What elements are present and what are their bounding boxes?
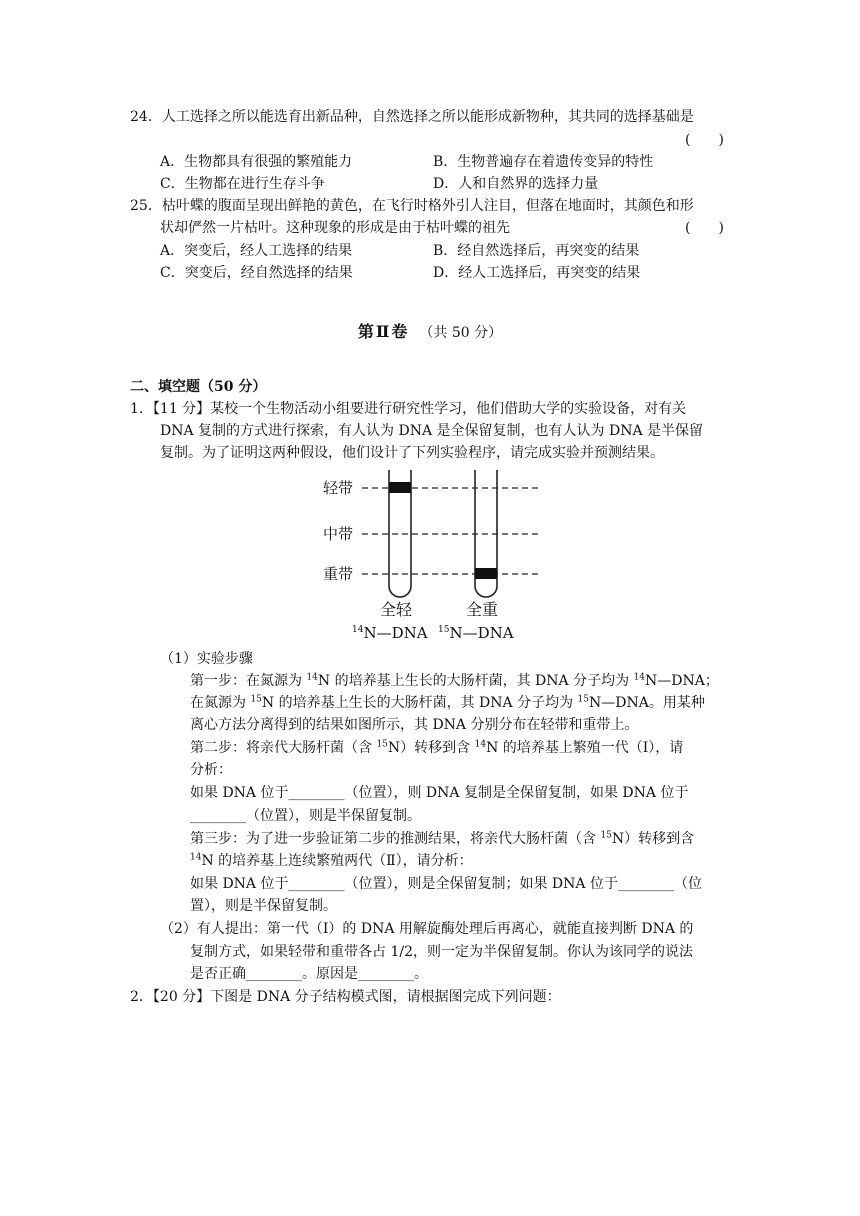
tube2-caption: 全重	[466, 600, 499, 619]
part2-question-line1: （2）有人提出：第一代（Ⅰ）的 DNA 用解旋酶处理后再离心，就能直接判断 DNA 的	[160, 921, 694, 937]
label-heavy-band: 重带	[323, 565, 354, 583]
tube-light-band	[389, 482, 411, 493]
section-title-sub: （共 50 分）	[419, 325, 503, 341]
tube-heavy-band	[475, 568, 497, 579]
step3-line2: $^{14}$N 的培养基上连续繁殖两代（Ⅱ），请分析：	[190, 852, 473, 869]
step2-line2: 分析：	[190, 762, 232, 778]
q24-stem: 24．人工选择之所以能选育出新品种，自然选择之所以能形成新物种，其共同的选择基础是	[130, 109, 694, 125]
section-title-main: 第Ⅱ卷	[357, 322, 410, 341]
step3-line3: 如果 DNA 位于________（位置），则是全保留复制；如果 DNA 位于________（位	[190, 876, 702, 892]
q25-stem-line1: 25．枯叶蝶的腹面呈现出鲜艳的黄色，在飞行时格外引人注目，但落在地面时，其颜色和形	[130, 198, 694, 214]
q1-line2: DNA 复制的方式进行探索，有人认为 DNA 是全保留复制，也有人认为 DNA 是半保留	[160, 423, 704, 439]
tube1-caption: 全轻	[380, 600, 413, 619]
part2-question-line3: 是否正确________。原因是________。	[190, 966, 428, 982]
q24-option-b: B．生物普遍存在着遗传变异的特性	[433, 154, 654, 170]
q24-answer-paren: ( )	[685, 132, 724, 148]
step1-line2: 在氮源为 $^{15}$N 的培养基上生长的大肠杆菌，其 DNA 分子均为 $^{15}$N—DNA。用某种	[190, 694, 705, 711]
q1-line3: 复制。为了证明这两种假设，他们设计了下列实验程序，请完成实验并预测结果。	[160, 445, 664, 461]
q25-option-d: D．经人工选择后，再突变的结果	[433, 265, 641, 281]
steps-title: （1）实验步骤	[160, 651, 253, 667]
step2-line4: ________（位置），则是半保留复制。	[190, 808, 421, 824]
step2-line1: 第二步：将亲代大肠杆菌（含 $^{15}$N）转移到含 $^{14}$N 的培养基上繁殖一代（Ⅰ），请	[190, 739, 684, 756]
q25-answer-paren: ( )	[685, 220, 724, 236]
step1-line1: 第一步：在氮源为 $^{14}$N 的培养基上生长的大肠杆菌，其 DNA 分子均为 $^{14}$N—DNA；	[190, 672, 719, 689]
q24-option-a: A．生物都具有很强的繁殖能力	[160, 154, 353, 170]
label-middle-band: 中带	[323, 525, 354, 543]
step3-line4: 置），则是半保留复制。	[190, 898, 337, 914]
part2-heading: 二、填空题（50 分）	[130, 379, 267, 395]
step2-line3: 如果 DNA 位于________（位置），则 DNA 复制是全保留复制，如果 DNA 位于	[190, 785, 689, 801]
tube2-isotope: $^{15}$N—DNA	[438, 624, 514, 642]
q25-option-b: B．经自然选择后，再突变的结果	[433, 243, 640, 259]
q2-stem: 2．【20 分】下图是 DNA 分子结构模式图，请根据图完成下列问题：	[130, 989, 561, 1005]
tube1-isotope: $^{14}$N—DNA	[352, 624, 428, 642]
step3-line1: 第三步：为了进一步验证第二步的推测结果，将亲代大肠杆菌（含 $^{15}$N）转移到含	[190, 830, 695, 847]
part2-question-line2: 复制方式，如果轻带和重带各占 1/2，则一定为半保留复制。你认为该同学的说法	[190, 944, 693, 960]
section-title	[0, 320, 860, 345]
q25-stem-line2: 状却俨然一片枯叶。这种现象的形成是由于枯叶蝶的祖先	[160, 220, 510, 236]
q24-option-d: D．人和自然界的选择力量	[433, 176, 599, 192]
q24-option-c: C．生物都在进行生存斗争	[160, 176, 325, 192]
q25-option-a: A．突变后，经人工选择的结果	[160, 243, 353, 259]
label-light-band: 轻带	[323, 479, 354, 497]
q1-line1: 1．【11 分】某校一个生物活动小组要进行研究性学习，他们借助大学的实验设备，对有关	[130, 401, 687, 417]
step1-line3: 离心方法分离得到的结果如图所示，其 DNA 分别分布在轻带和重带上。	[190, 717, 639, 733]
q25-option-c: C．突变后，经自然选择的结果	[160, 265, 353, 281]
